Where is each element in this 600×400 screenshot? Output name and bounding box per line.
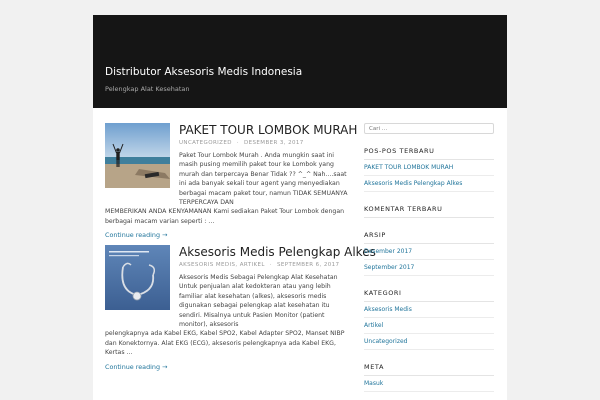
post-excerpt-rest: pelengkapnya ada Kabel EKG, Kabel SPO2, Kabel Adapter SPO2, Manset NIBP dan Konektornya. Alat EKG (ECG), aksesoris pelengkapnya ada Kabel EKG, Kertas … xyxy=(105,330,345,357)
widget-title: ARSIP xyxy=(364,231,494,244)
archive-link[interactable]: Desember 2017 xyxy=(364,244,494,260)
recent-post-link[interactable]: Aksesoris Medis Pelengkap Alkes xyxy=(364,176,494,192)
widget-categories xyxy=(364,289,494,350)
continue-reading-link[interactable]: Continue reading → xyxy=(105,362,168,371)
post-meta xyxy=(179,140,350,147)
category-link[interactable]: Artikel xyxy=(364,318,494,334)
post-date[interactable]: DESEMBER 3, 2017 xyxy=(244,140,304,146)
archive-link[interactable]: September 2017 xyxy=(364,260,494,276)
widget-title: KOMENTAR TERBARU xyxy=(364,205,494,218)
post-excerpt-lead: Aksesoris Medis Sebagai Pelengkap Alat Kesehatan Untuk penjualan alat kedokteran atau yang lebih familiar alat kesehatan (alkes), aksesoris medis digunakan sebagai pelengkap alat kesehatan itu sendiri. Misalnya untuk Pasien Monitor (patient monitor), aksesoris xyxy=(179,274,338,329)
stethoscope-image xyxy=(105,245,170,310)
post-thumbnail-stethoscope[interactable] xyxy=(105,245,170,310)
post-title[interactable]: Aksesoris Medis Pelengkap Alkes xyxy=(179,245,376,259)
post-excerpt-rest: MEMBERIKAN ANDA KENYAMANAN Kami sediakan Paket Tour Lombok dengan berbagai macam varian seperti : … xyxy=(105,208,345,225)
sidebar xyxy=(364,123,494,392)
widget-title: META xyxy=(364,363,494,376)
recent-post-link[interactable]: PAKET TOUR LOMBOK MURAH xyxy=(364,160,494,176)
search-input[interactable] xyxy=(364,123,494,134)
site-title[interactable]: Distributor Aksesoris Medis Indonesia xyxy=(105,66,303,78)
post-thumbnail-beach[interactable] xyxy=(105,123,170,188)
meta-separator: · xyxy=(236,140,240,146)
widget-recent-comments xyxy=(364,205,494,218)
category-link[interactable]: Uncategorized xyxy=(364,334,494,350)
meta-separator: · xyxy=(269,262,272,268)
post-excerpt-lead: Paket Tour Lombok Murah . Anda mungkin saat ini masih pusing memilih paket tour ke Lombok yang murah dan terpercaya Benar Tidak ?? ^_^ Nah....saat ini ada banyak sekali tour agent yang menyediakan berbagai macam paket tour, namun TIDAK SEMUANYA TERPERCAYA DAN xyxy=(179,152,348,207)
category-link[interactable]: Aksesoris Medis xyxy=(364,302,494,318)
widget-meta xyxy=(364,363,494,392)
continue-reading-link[interactable]: Continue reading → xyxy=(105,231,168,240)
widget-archives xyxy=(364,231,494,276)
post-title[interactable]: PAKET TOUR LOMBOK MURAH xyxy=(179,123,358,137)
site-description: Pelengkap Alat Kesehatan xyxy=(105,85,190,93)
site-header xyxy=(93,15,507,108)
post-meta xyxy=(179,262,350,269)
post-date[interactable]: SEPTEMBER 6, 2017 xyxy=(276,262,340,268)
post-category[interactable]: AKSESORIS MEDIS, ARTIKEL xyxy=(179,262,265,268)
widget-recent-posts xyxy=(364,147,494,192)
widget-title: POS-POS TERBARU xyxy=(364,147,494,160)
post-article xyxy=(105,123,358,240)
beach-photo-image xyxy=(105,123,170,188)
page-container xyxy=(93,15,507,400)
widget-title: KATEGORI xyxy=(364,289,494,302)
meta-login-link[interactable]: Masuk xyxy=(364,376,494,392)
post-category[interactable]: UNCATEGORIZED xyxy=(179,140,232,146)
